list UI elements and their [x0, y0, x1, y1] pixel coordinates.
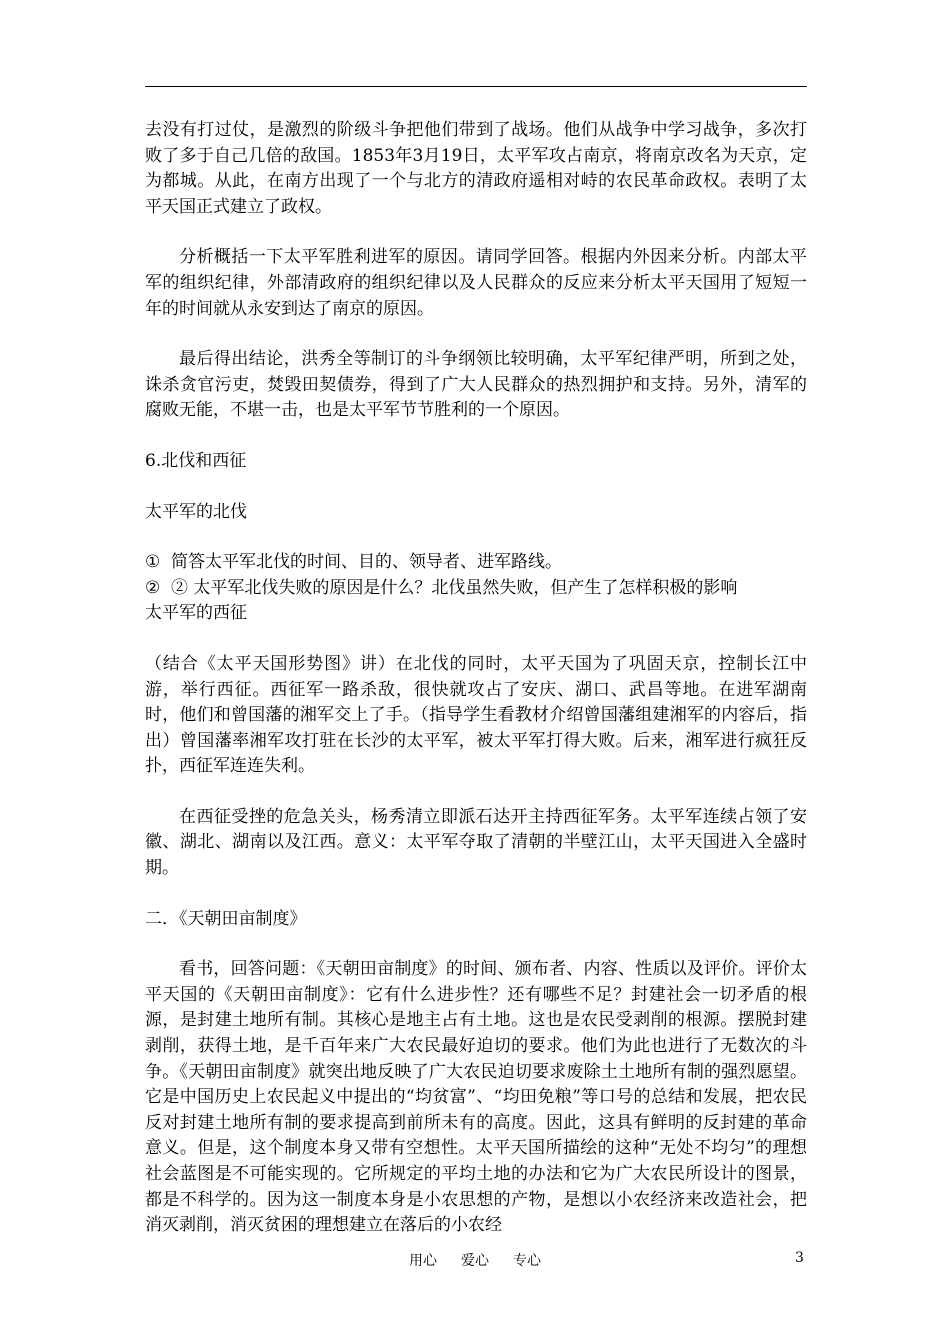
footer-word: 专心: [513, 1253, 541, 1269]
footer-word: 爱心: [461, 1253, 489, 1269]
question-item-2: [145, 576, 807, 602]
paragraph-land-system-evaluation: 看书，回答问题：《天朝田亩制度》的时间、颁布者、内容、性质以及评价。评价太平天国的《天朝田亩制度》：它有什么进步性？还有哪些不足？封建社会一切矛盾的根源，是封建土地所有制。其核心是地主占有土地。这也是农民受剥削的根源。摆脱封建剥削，获得土地，是千百年来广大农民最好迫切的要求。他们为此也进行了无数次的斗争。《天朝田亩制度》就突出地反映了广大农民迫切要求废除土土地所有制的强烈愿望。它是中国历史上农民起义中提出的“均贫富”、“均田免粮”等口号的总结和发展，把农民反对封建土地所有制的要求提高到前所未有的高度。因此，这具有鲜明的反封建的革命意义。但是，这个制度本身又带有空想性。太平天国所描绘的这种“无处不均匀”的理想社会蓝图是不可能实现的。它所规定的平均土地的办法和它为广大农民所设计的图景，都是不科学的。因为这一制度本身是小农思想的产物，是想以小农经济来改造社会，把消灭剥削，消灭贫困的理想建立在落后的小农经: [145, 959, 807, 1236]
document-body: [145, 118, 807, 1239]
subheading-northern-expedition: 太平军的北伐: [145, 501, 247, 522]
paragraph-shi-dakai: 在西征受挫的危急关头，杨秀清立即派石达开主持西征军务。太平军连续占领了安徽、湖北、湖南以及江西。意义：太平军夺取了清朝的半壁江山，太平天国进入全盛时期。: [145, 806, 807, 879]
paragraph-analysis-victory: 分析概括一下太平军胜利进军的原因。请同学回答。根据内外因来分析。内部太平军的组织纪律，外部清政府的组织纪律以及人民群众的反应来分析太平天国用了短短一年的时间就从永安到达了南京的原因。: [145, 247, 807, 319]
paragraph-conclusion: 最后得出结论，洪秀全等制订的斗争纲领比较明确，太平军纪律严明，所到之处，诛杀贪官污吏，焚毁田契债券，得到了广大人民群众的热烈拥护和支持。另外，清军的腐败无能，不堪一击，也是太平军节节胜利的一个原因。: [145, 349, 807, 421]
question-text: ② 太平军北伐失败的原因是什么？北伐虽然失败，但产生了怎样积极的影响: [171, 577, 738, 598]
footer-motto: [0, 1250, 950, 1270]
subheading-western-expedition: 太平军的西征: [145, 603, 247, 624]
list-marker: ②: [145, 577, 161, 598]
section-heading-land-system: 二．《天朝田亩制度》: [145, 908, 307, 929]
question-item-1: [145, 550, 807, 576]
footer-word: 用心: [409, 1253, 437, 1269]
list-marker: ①: [145, 552, 161, 573]
paragraph-capture-nanjing: 去没有打过仗，是激烈的阶级斗争把他们带到了战场。他们从战争中学习战争，多次打败了多于自己几倍的敌国。1853年3月19日，太平军攻占南京，将南京改名为天京，定为都城。从此，在南方出现了一个与北方的清政府遥相对峙的农民革命政权。表明了太平天国正式建立了政权。: [145, 120, 807, 217]
section-heading-north-west: 6.北伐和西征: [145, 450, 247, 471]
paragraph-western-campaign: （结合《太平天国形势图》讲）在北伐的同时，太平天国为了巩固天京，控制长江中游，举行西征。西征军一路杀敌，很快就攻占了安庆、湖口、武昌等地。在进军湖南时，他们和曾国藩的湘军交上了手。（指导学生看教材介绍曾国藩组建湘军的内容后，指出）曾国藩率湘军攻打驻在长沙的太平军，被太平军打得大败。后来，湘军进行疯狂反扑，西征军连连失利。: [145, 653, 807, 777]
page-number: 3: [795, 1250, 804, 1266]
question-text: 简答太平军北伐的时间、目的、领导者、进军路线。: [171, 552, 562, 573]
header-rule: [145, 86, 807, 87]
